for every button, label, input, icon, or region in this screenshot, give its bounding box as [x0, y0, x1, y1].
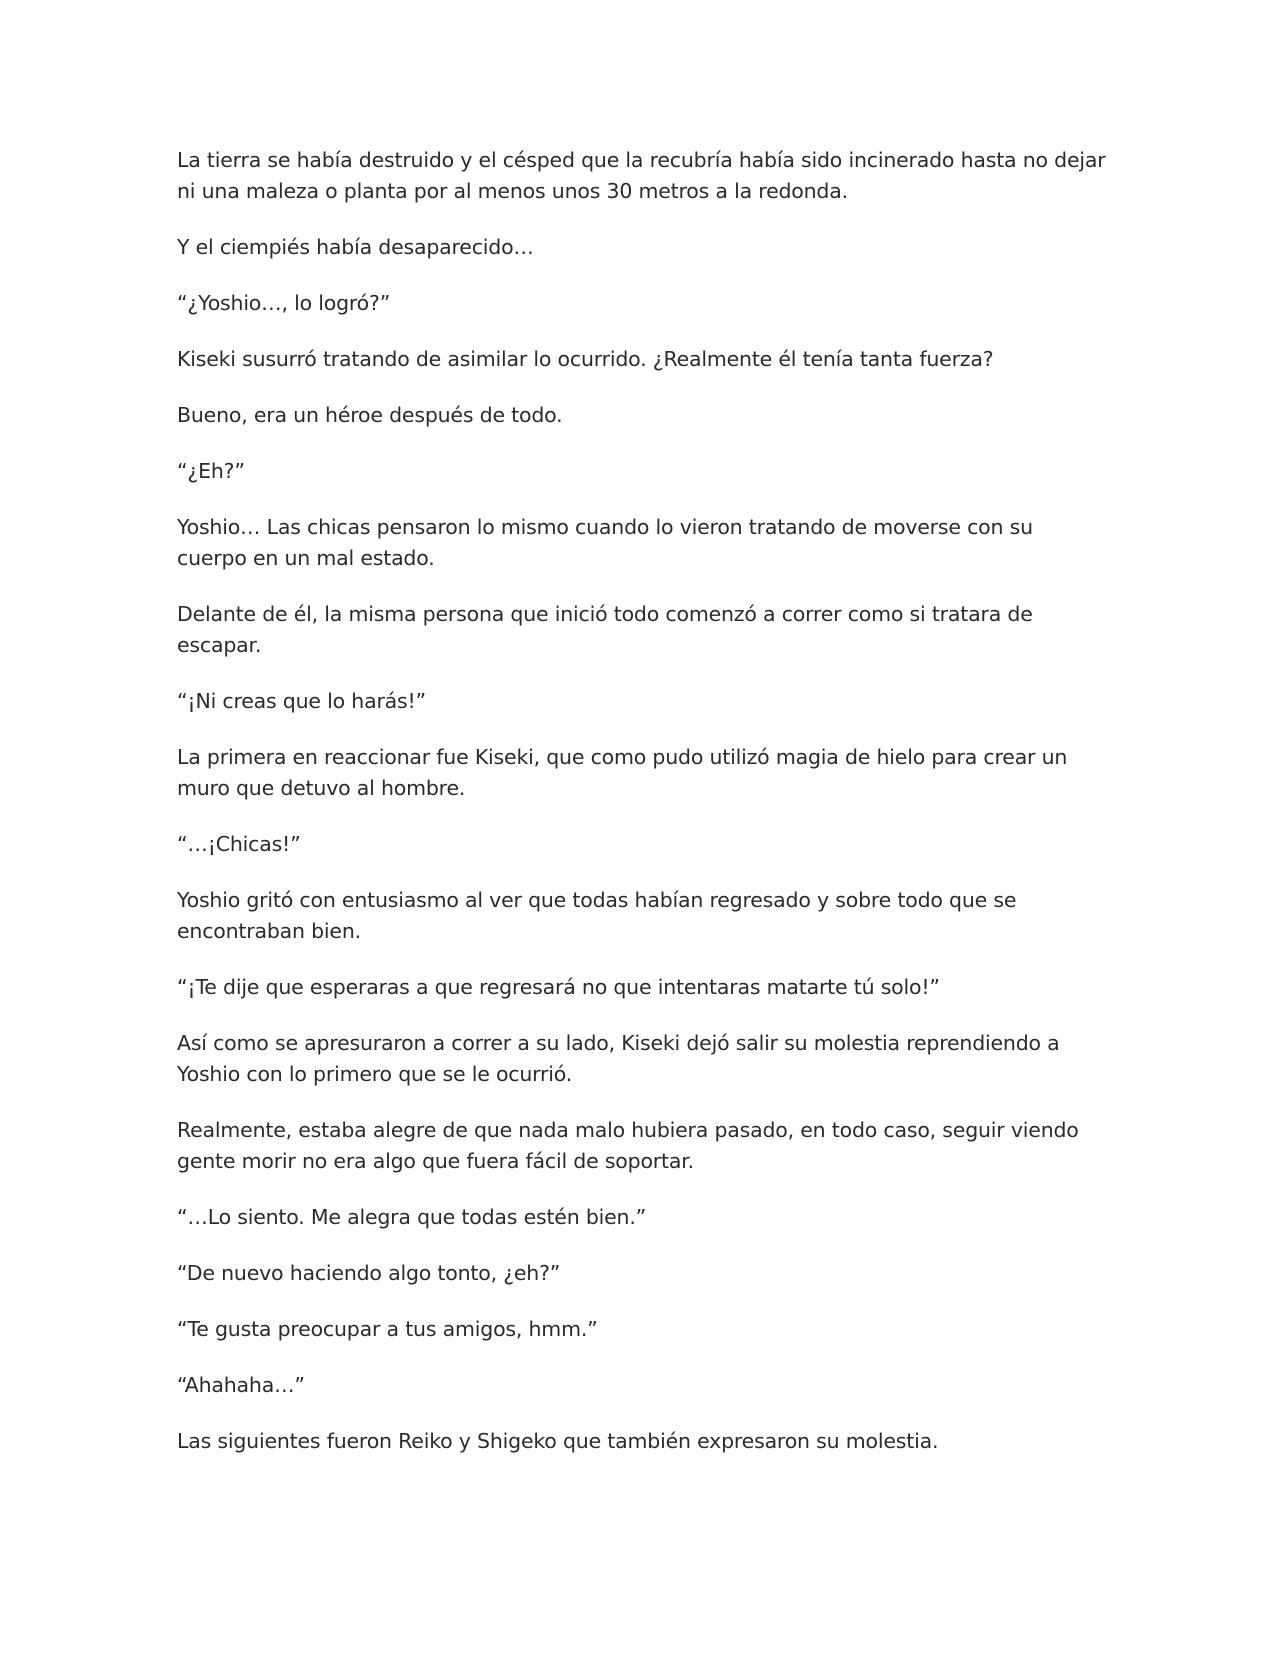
paragraph: Y el ciempiés había desaparecido…: [177, 235, 534, 259]
paragraph: Las siguientes fueron Reiko y Shigeko que también expresaron su molestia.: [177, 1429, 939, 1453]
paragraph: Bueno, era un héroe después de todo.: [177, 403, 563, 427]
paragraph: “…Lo siento. Me alegra que todas estén bien.”: [177, 1205, 647, 1229]
paragraph: “…¡Chicas!”: [177, 832, 301, 856]
paragraph: Realmente, estaba alegre de que nada malo hubiera pasado, en todo caso, seguir viendo gente morir no era algo que fuera fácil de soportar.: [177, 1118, 1079, 1173]
paragraph: Así como se apresuraron a correr a su lado, Kiseki dejó salir su molestia reprendiendo a Yoshio con lo primero que se le ocurrió.: [177, 1031, 1060, 1086]
paragraph: Delante de él, la misma persona que inició todo comenzó a correr como si tratara de escapar.: [177, 602, 1033, 657]
paragraph: Kiseki susurró tratando de asimilar lo ocurrido. ¿Realmente él tenía tanta fuerza?: [177, 347, 994, 371]
paragraph: “¿Yoshio…, lo logró?”: [177, 291, 391, 315]
paragraph: “Te gusta preocupar a tus amigos, hmm.”: [177, 1317, 598, 1341]
paragraph: Yoshio gritó con entusiasmo al ver que todas habían regresado y sobre todo que se encontraban bien.: [177, 888, 1017, 943]
paragraph: “Ahahaha…”: [177, 1373, 305, 1397]
paragraph: “De nuevo haciendo algo tonto, ¿eh?”: [177, 1261, 561, 1285]
paragraph: Yoshio… Las chicas pensaron lo mismo cuando lo vieron tratando de moverse con su cuerpo en un mal estado.: [177, 515, 1033, 570]
paragraph: La tierra se había destruido y el césped que la recubría había sido incinerado hasta no dejar ni una maleza o planta por al menos unos 30 metros a la redonda.: [177, 148, 1106, 203]
paragraph: La primera en reaccionar fue Kiseki, que como pudo utilizó magia de hielo para crear un muro que detuvo al hombre.: [177, 745, 1068, 800]
paragraph: “¡Te dije que esperaras a que regresará no que intentaras matarte tú solo!”: [177, 975, 940, 999]
paragraph: “¡Ni creas que lo harás!”: [177, 689, 426, 713]
paragraph: “¿Eh?”: [177, 459, 245, 483]
text-body: [177, 145, 1107, 1482]
